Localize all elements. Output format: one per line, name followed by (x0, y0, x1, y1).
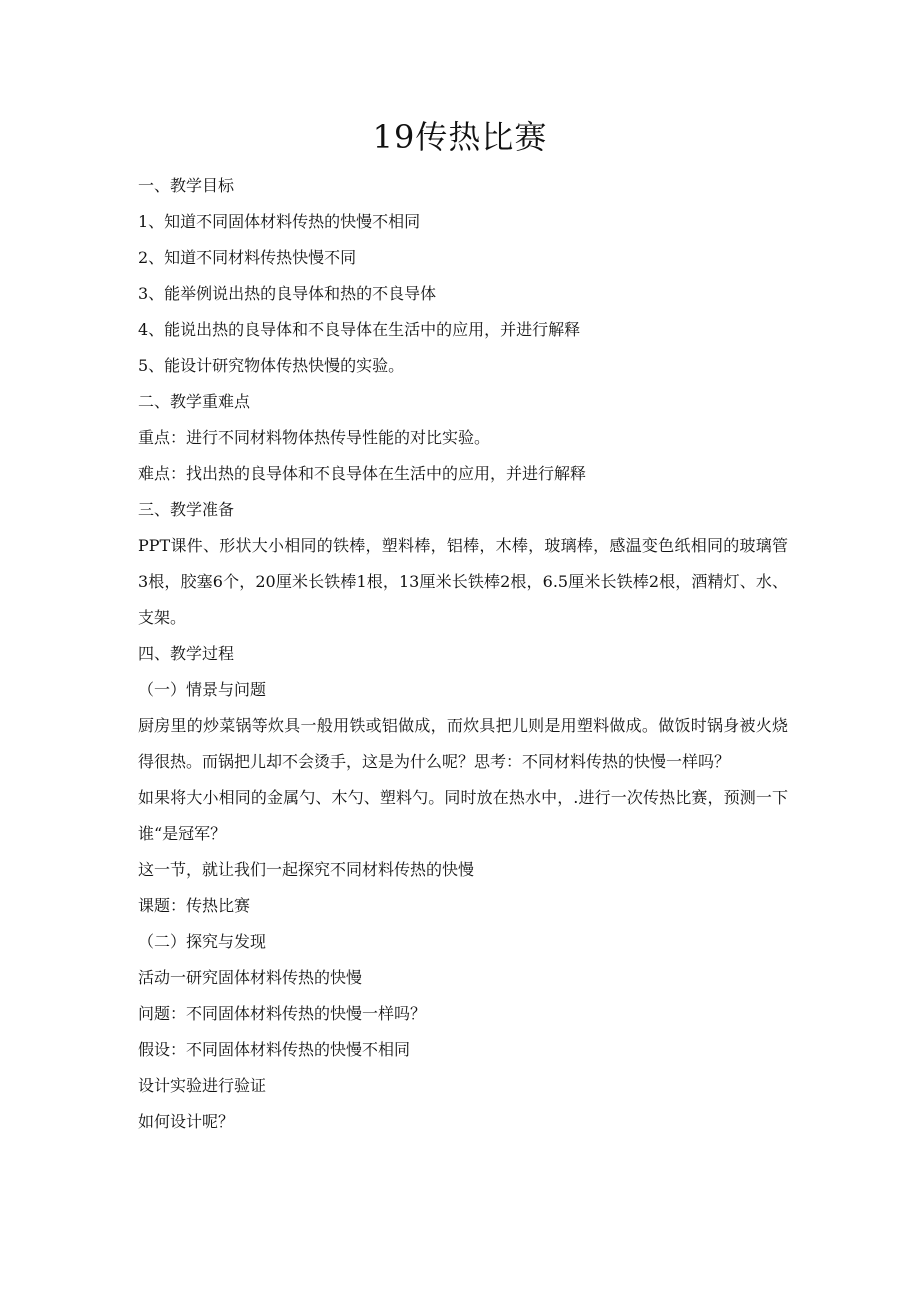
key-point-paragraph: 重点：进行不同材料物体热传导性能的对比实验。 (138, 428, 491, 447)
objective-item: 2、知道不同材料传热快慢不同 (138, 248, 357, 267)
section-heading-process: 四、教学过程 (138, 644, 235, 663)
objective-item: 4、能说出热的良导体和不良导体在生活中的应用，并进行解释 (138, 320, 581, 339)
objective-item: 3、能举例说出热的良导体和热的不良导体 (138, 284, 437, 303)
document-title: 19传热比赛 (372, 118, 548, 156)
prediction-paragraph: 如果将大小相同的金属勺、木勺、塑料勺。同时放在热水中，.进行一次传热比赛，预测一下谁“是冠军？ (138, 788, 788, 843)
preparation-paragraph: PPT课件、形状大小相同的铁棒，塑料棒，铝棒，木棒，玻璃棒，感温变色纸相同的玻璃管3根，胶塞6个，20厘米长铁棒1根，13厘米长铁棒2根，6.5厘米长铁棒2根，酒精灯、水、支架。 (138, 536, 788, 627)
section-heading-key-points: 二、教学重难点 (138, 392, 251, 411)
document-body (138, 168, 788, 1140)
objective-item: 5、能设计研究物体传热快慢的实验。 (138, 356, 405, 375)
activity-paragraph: 活动一研究固体材料传热的快慢 (138, 968, 363, 987)
topic-paragraph: 课题：传热比赛 (138, 896, 251, 915)
section-heading-preparation: 三、教学准备 (138, 500, 235, 519)
subsection-heading-scenario: （一）情景与问题 (138, 680, 267, 699)
experiment-paragraph: 设计实验进行验证 (138, 1076, 267, 1095)
hypothesis-paragraph: 假设：不同固体材料传热的快慢不相同 (138, 1040, 411, 1059)
difficulty-paragraph: 难点：找出热的良导体和不良导体在生活中的应用，并进行解释 (138, 464, 587, 483)
intro-paragraph: 这一节，就让我们一起探究不同材料传热的快慢 (138, 860, 475, 879)
question-paragraph: 问题：不同固体材料传热的快慢一样吗？ (138, 1004, 427, 1023)
objective-item: 1、知道不同固体材料传热的快慢不相同 (138, 212, 421, 231)
design-question-paragraph: 如何设计呢？ (138, 1112, 235, 1131)
section-heading-objectives: 一、教学目标 (138, 176, 235, 195)
scenario-paragraph: 厨房里的炒菜锅等炊具一般用铁或铝做成，而炊具把儿则是用塑料做成。做饭时锅身被火烧得很热。而锅把儿却不会烫手，这是为什么呢？思考：不同材料传热的快慢一样吗？ (138, 716, 788, 771)
subsection-heading-exploration: （二）探究与发现 (138, 932, 267, 951)
